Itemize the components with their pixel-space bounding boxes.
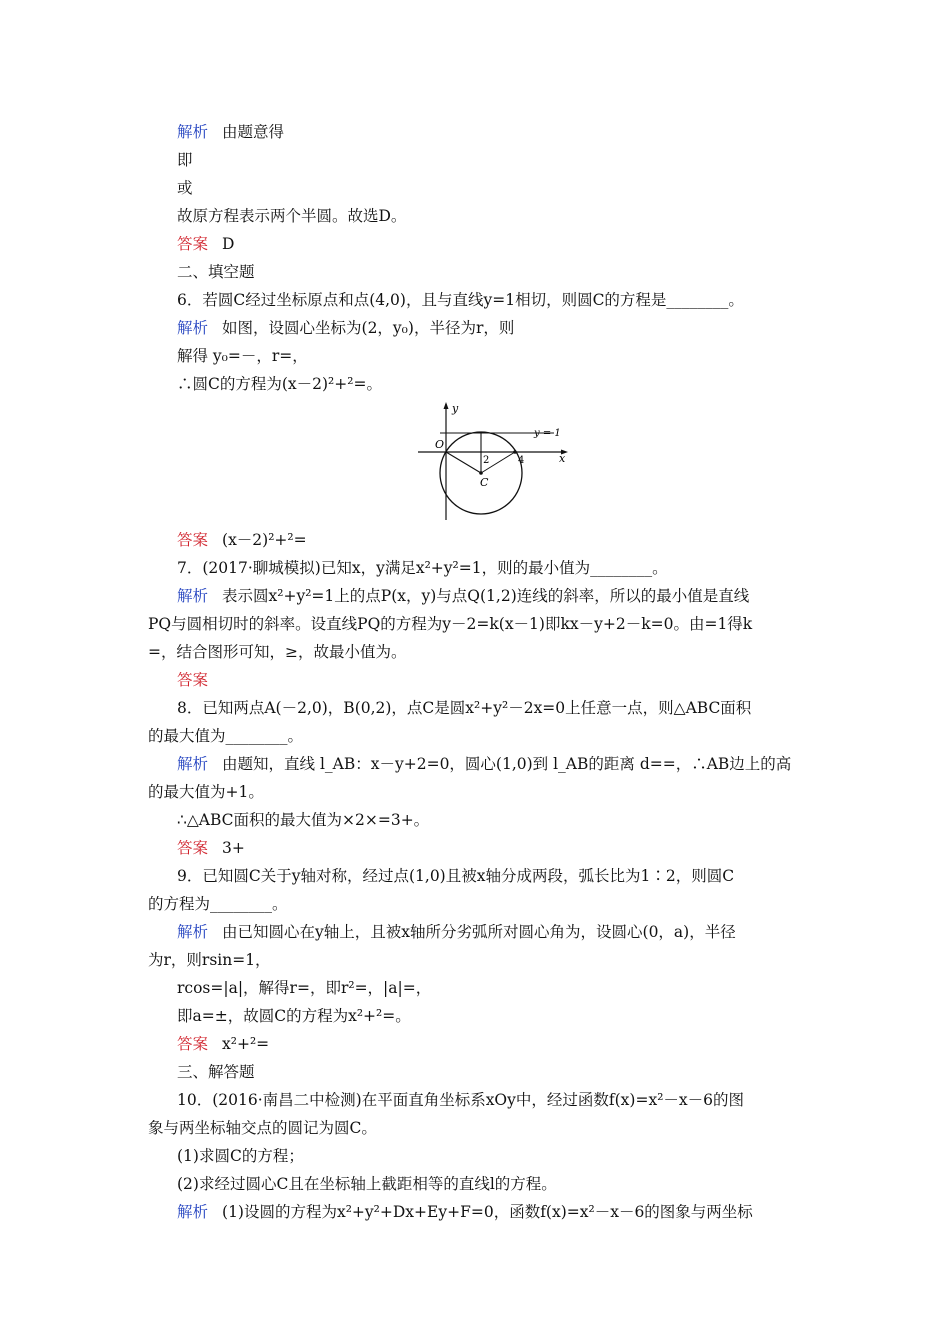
answer-tag: 答案 — [177, 531, 209, 549]
text-line: 即a=±，故圆C的方程为x²+²=。 — [177, 1007, 411, 1025]
tick-label-2: 2 — [483, 455, 490, 466]
center-label: C — [480, 476, 489, 489]
section-heading: 二、填空题 — [177, 263, 255, 281]
answer-line — [177, 670, 809, 690]
center-point — [479, 471, 483, 475]
solution-line: 解析 由题意得 — [177, 123, 285, 141]
answer-line: 答案 3+ — [177, 839, 245, 857]
y-axis-label: y — [452, 402, 459, 415]
text-line: 为r，则rsin=1， — [148, 951, 271, 969]
text-line: =，结合图形可知，≥，故最小值为。 — [148, 643, 407, 661]
solution-line: 解析 由题知，直线 l_AB：x－y+2=0，圆心(1,0)到 l_AB的距离 d==，∴AB边上的高 — [177, 755, 792, 773]
solution-line: 解析 由已知圆心在y轴上，且被x轴所分劣弧所对圆心角为，设圆心(0，a)，半径 — [177, 923, 736, 941]
solution-tag: 解析 — [177, 123, 209, 141]
radius-to-origin — [446, 452, 481, 473]
text-line: 的方程为________。 — [148, 895, 288, 913]
answer-tag: 答案 — [177, 235, 209, 253]
text-line: 象与两坐标轴交点的圆记为圆C。 — [148, 1119, 377, 1137]
question-line: 8．已知两点A(－2,0)，B(0,2)，点C是圆x²+y²－2x=0上任意一点，则△ABC面积 — [177, 699, 752, 717]
text-line: 解得 y₀=－，r=， — [177, 347, 308, 365]
question-line: 9．已知圆C关于y轴对称，经过点(1,0)且被x轴分成两段，弧长比为1∶2，则圆C — [177, 867, 735, 885]
question-line: 7．(2017·聊城模拟)已知x，y满足x²+y²=1，则的最小值为________。 — [177, 559, 668, 577]
text-line: 或 — [177, 179, 193, 197]
point-4 — [513, 450, 517, 454]
tangent-line-label: y = 1 — [534, 428, 561, 439]
circle-diagram — [414, 400, 574, 524]
section-heading: 三、解答题 — [177, 1063, 255, 1081]
text-line: 即 — [177, 151, 193, 169]
answer-tag: 答案 — [177, 1035, 209, 1053]
text-line: 的最大值为________。 — [148, 727, 304, 745]
answer-line: 答案 x²+²= — [177, 1035, 270, 1053]
text-line: (1)求圆C的方程； — [177, 1147, 304, 1165]
x-axis-label: x — [559, 452, 566, 465]
answer-tag: 答案 — [177, 839, 209, 857]
origin-label: O — [435, 438, 445, 451]
text-line: rcos=|a|，解得r=，即r²=，|a|=， — [177, 979, 432, 997]
solution-line: 解析 如图，设圆心坐标为(2，y₀)，半径为r，则 — [177, 319, 515, 337]
solution-tag: 解析 — [177, 319, 209, 337]
text-line: 的最大值为+1。 — [148, 783, 264, 801]
answer-tag: 答案 — [177, 671, 209, 689]
text-line: ∴圆C的方程为(x－2)²+²=。 — [177, 375, 382, 393]
text-line: ∴△ABC面积的最大值为×2×=3+。 — [177, 811, 430, 829]
circle-figure — [414, 400, 574, 528]
solution-line: 解析 表示圆x²+y²=1上的点P(x，y)与点Q(1,2)连线的斜率，所以的最小值是直线 — [177, 587, 750, 605]
text-line: 故原方程表示两个半圆。故选D。 — [177, 207, 407, 225]
solution-tag: 解析 — [177, 587, 209, 605]
solution-tag: 解析 — [177, 923, 209, 941]
tick-label-4: 4 — [518, 455, 525, 466]
solution-tag: 解析 — [177, 1203, 209, 1221]
solution-line: 解析 (1)设圆的方程为x²+y²+Dx+Ey+F=0，函数f(x)=x²－x－6的图象与两坐标 — [177, 1203, 753, 1221]
text-line: (2)求经过圆心C且在坐标轴上截距相等的直线l的方程。 — [177, 1175, 557, 1193]
answer-line: 答案 D — [177, 235, 235, 253]
solution-tag: 解析 — [177, 755, 209, 773]
answer-line: 答案 (x－2)²+²= — [177, 531, 307, 549]
text-line: PQ与圆相切时的斜率。设直线PQ的方程为y－2=k(x－1)即kx－y+2－k=0。由=1得k — [148, 615, 753, 633]
y-axis-arrow — [444, 402, 449, 409]
question-line: 10．(2016·南昌二中检测)在平面直角坐标系xOy中，经过函数f(x)=x²－x－6的图 — [177, 1091, 745, 1109]
question-line: 6．若圆C经过坐标原点和点(4,0)，且与直线y=1相切，则圆C的方程是________。 — [177, 291, 744, 309]
